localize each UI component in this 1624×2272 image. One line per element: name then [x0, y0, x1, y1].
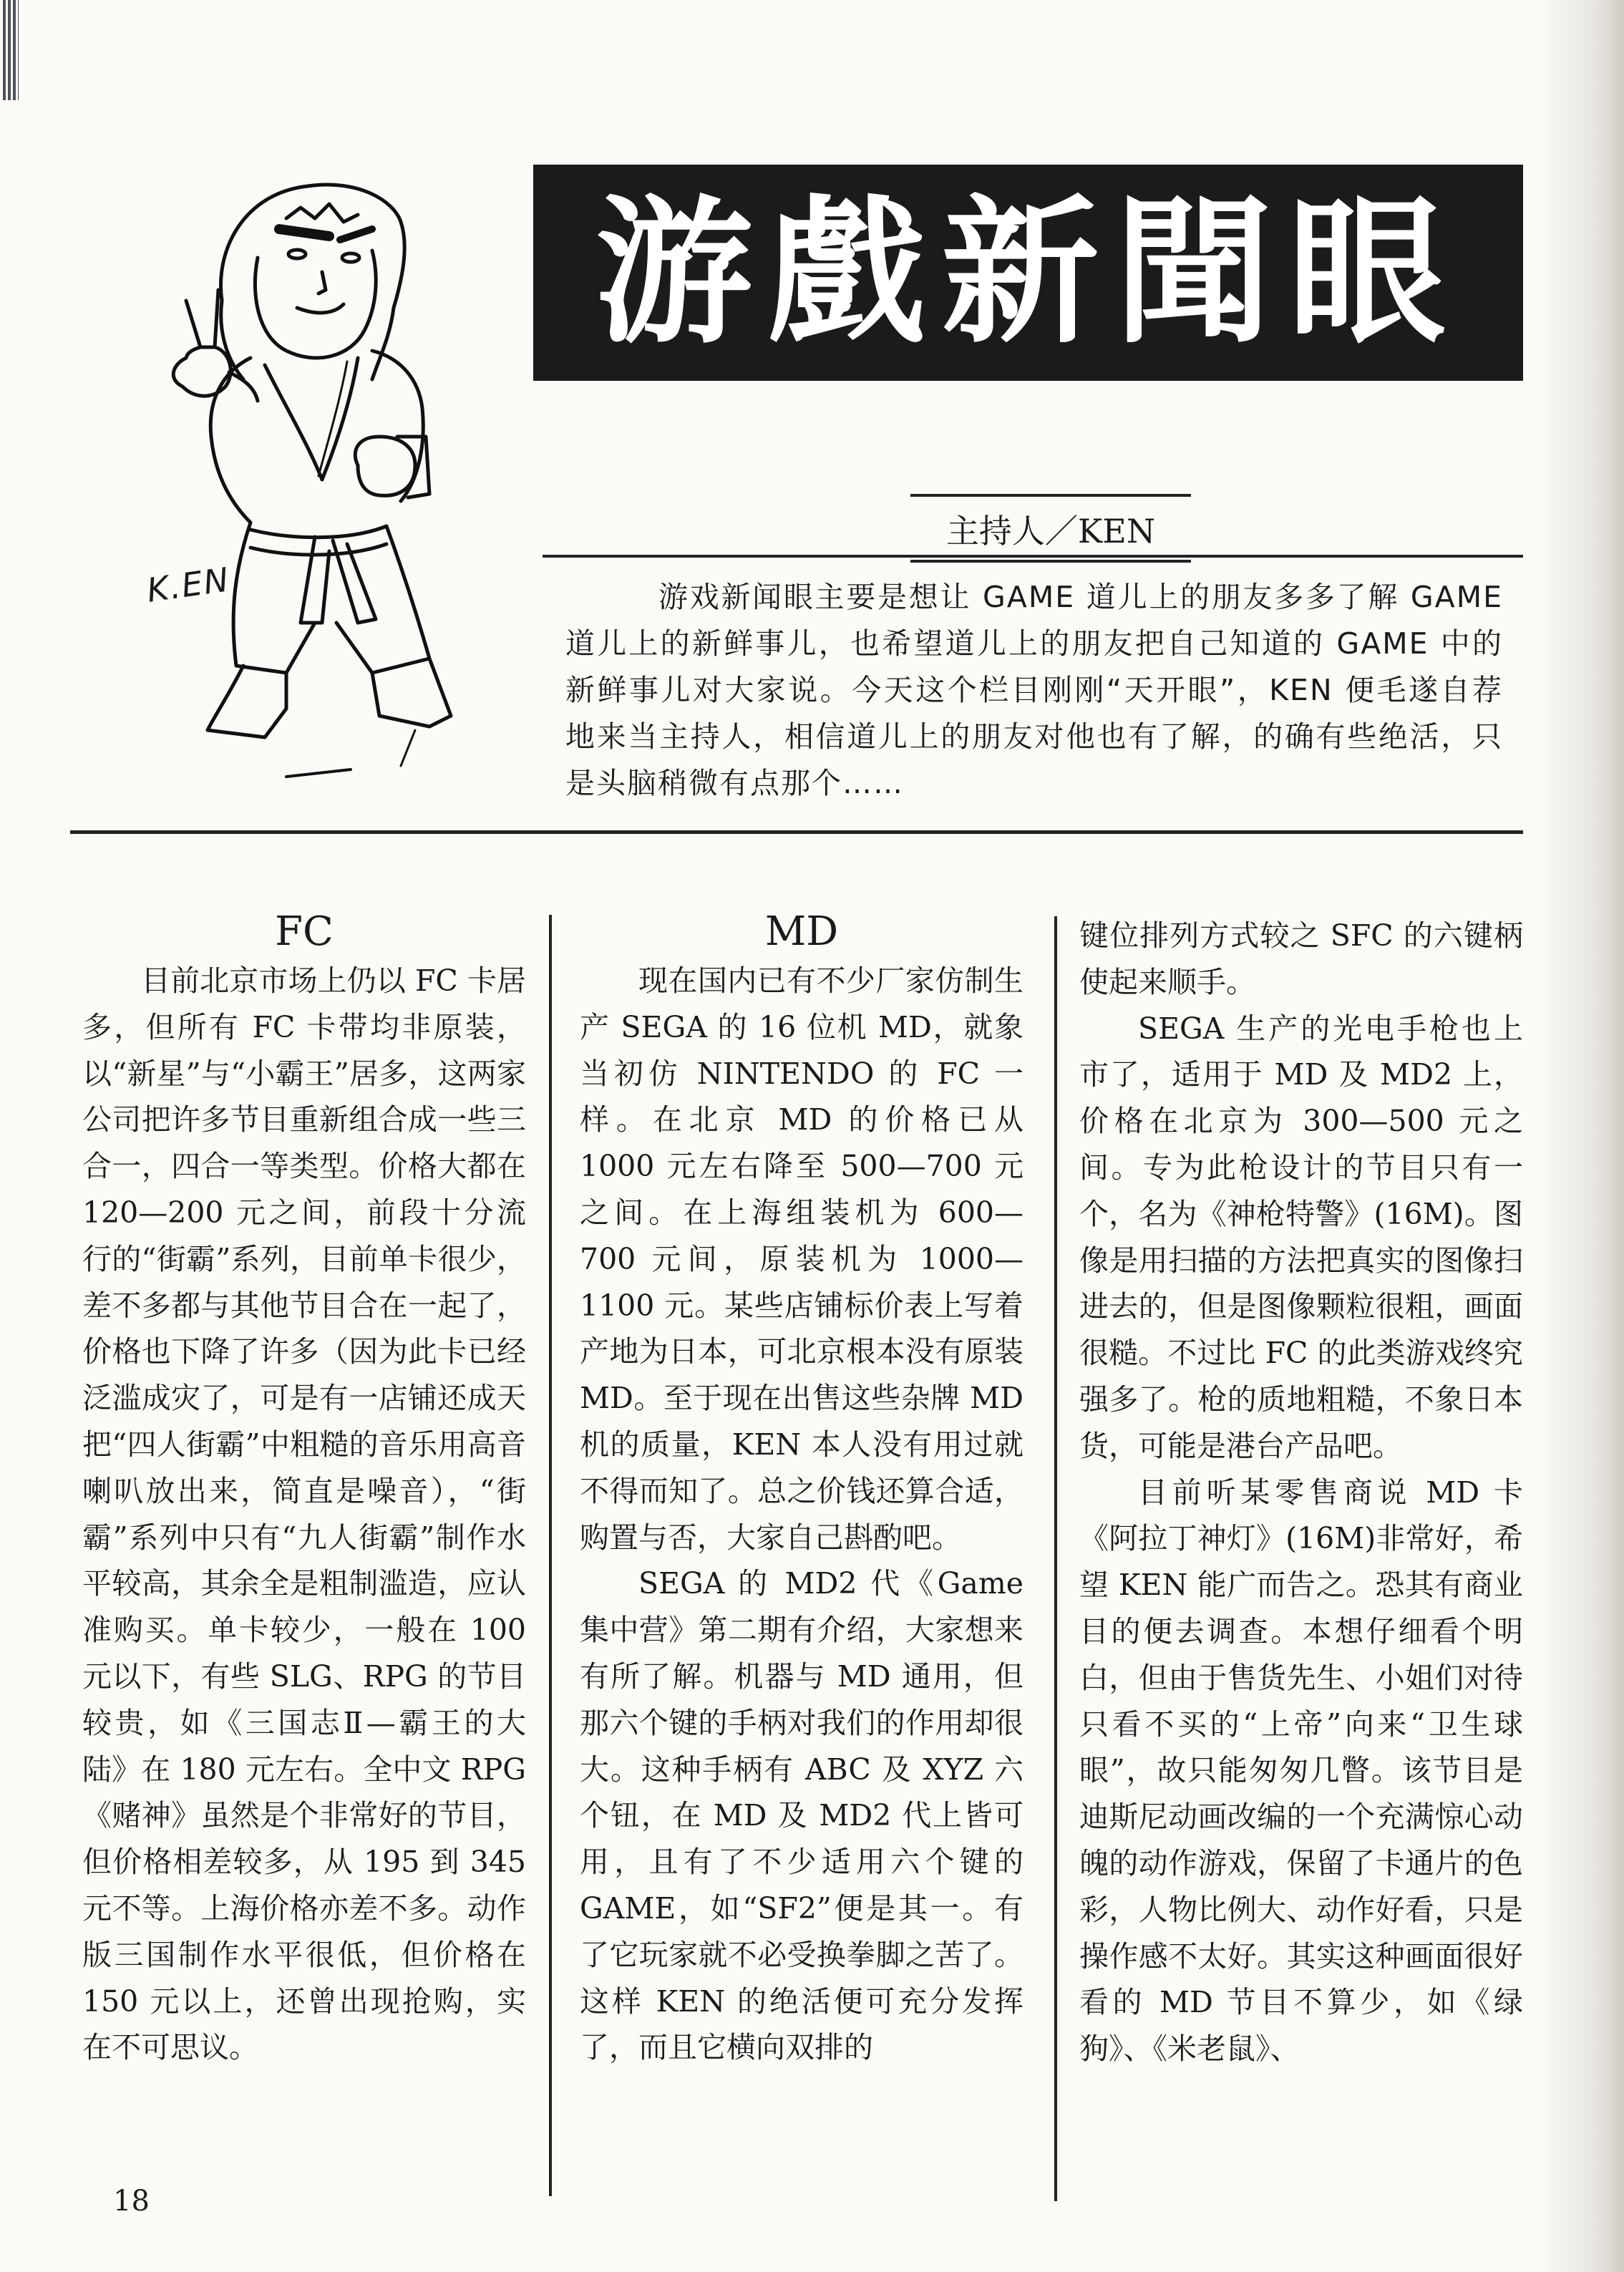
host-label: 主持人／ — [945, 512, 1078, 550]
host-byline — [910, 494, 1191, 563]
column-rule-1 — [549, 915, 552, 2196]
column-rule-2 — [1054, 916, 1057, 2201]
ken-character-icon — [143, 165, 544, 787]
article-paragraph: 现在国内已有不少厂家仿制生产 SEGA 的 16 位机 MD，就象当初仿 NINTENDO 的 FC 一样。在北京 MD 的价格已从 1000 元左右降至 500—700 元之间。在上海组装机为 600—700 元间，原装机为 1000—1100 元。某些店铺标价表上写着产地为日本，可北京根本没有原装 MD。至于现在出售这些杂牌 MD 机的质量，KEN 本人没有用过就不得而知了。总之价钱还算合适，购置与否，大家自己斟酌吧。 — [580, 963, 1023, 1555]
intro-divider — [543, 555, 1523, 558]
article-paragraph: SEGA 生产的光电手枪也上市了，适用于 MD 及 MD2 上，价格在北京为 300—500 元之间。专为此枪设计的节目只有一个，名为《神枪特警》(16M)。图像是用扫描的方法把真实的图像扫进去的，但是图像颗粒很粗，画面很糙。不过比 FC 的此类游戏终究强多了。枪的质地粗糙，不象日本货，可能是港台产品吧。 — [1079, 1011, 1523, 1463]
column-fc — [82, 909, 526, 2071]
artist-signature: K.EN — [144, 560, 233, 610]
binding-marks — [3, 0, 19, 100]
article-paragraph: SEGA 的 MD2 代《Game 集中营》第二期有介绍，大家想来有所了解。机器与 MD 通用，但那六个键的手柄对我们的作用却很大。这种手柄有 ABC 及 XYZ 六个钮，在 MD 及 MD2 代上皆可用，且有了不少适用六个键的 GAME，如“SF2”便是其一。有了它玩家就不必受换拳脚之苦了。这样 KEN 的绝活便可充分发挥了，而且它横向双排的 — [580, 1566, 1023, 2065]
page-title: 游戲新聞眼 — [595, 181, 1462, 364]
intro-paragraph: 游戏新闻眼主要是想让 GAME 道儿上的朋友多多了解 GAME 道儿上的新鲜事儿，也希望道儿上的朋友把自己知道的 GAME 中的新鲜事儿对大家说。今天这个栏目刚刚“天开眼”，KEN 便毛遂自荐地来当主持人，相信道儿上的朋友对他也有了解，的确有些绝活，只是头脑稍微有点那个…… — [565, 580, 1503, 800]
section-heading-fc: FC — [275, 908, 334, 955]
article-paragraph: 目前北京市场上仍以 FC 卡居多，但所有 FC 卡带均非原装，以“新星”与“小霸王”居多，这两家公司把许多节目重新组合成一些三合一，四合一等类型。价格大都在 120—200 元之间，前段十分流行的“街霸”系列，目前单卡很少，差不多都与其他节目合在一起了，价格也下降了许多（因为此卡已经泛滥成灾了，可是有一店铺还成天把“四人街霸”中粗糙的音乐用高音喇叭放出来，简直是噪音），“街霸”系列中只有“九人街霸”制作水平较高，其余全是粗制滥造，应认准购买。单卡较少，一般在 100 元以下，有些 SLG、RPG 的节目较贵，如《三国志Ⅱ—霸王的大陆》在 180 元左右。全中文 RPG《赌神》虽然是个非常好的节目，但价格相差较多，从 195 到 345 元不等。上海价格亦差不多。动作版三国制作水平很低，但价格在 150 元以上，还曾出现抢购，实在不可思议。 — [82, 963, 526, 2065]
column-md — [580, 909, 1023, 2071]
ken-illustration — [143, 165, 544, 787]
page-number: 18 — [113, 2185, 150, 2218]
section-heading-md: MD — [764, 908, 839, 955]
column-md-continued — [1079, 913, 1523, 2072]
host-name: KEN — [1077, 512, 1156, 550]
page-curl-shadow — [1538, 0, 1624, 2272]
section-divider — [70, 830, 1523, 834]
article-paragraph: 目前听某零售商说 MD 卡《阿拉丁神灯》(16M)非常好，希望 KEN 能广而告之。恐其有商业目的便去调查。本想仔细看个明白，但由于售货先生、小姐们对待只看不买的“上帝”向来“卫生球眼”，故只能匆匆几瞥。该节目是迪斯尼动画改编的一个充满惊心动魄的动作游戏，保留了卡通片的色彩，人物比例大、动作好看，只是操作感不太好。其实这种画面很好看的 MD 节目不算少，如《绿狗》、《米老鼠》、 — [1079, 1475, 1523, 2067]
article-paragraph: 键位排列方式较之 SFC 的六键柄使起来顺手。 — [1079, 918, 1523, 999]
title-banner — [533, 165, 1523, 381]
